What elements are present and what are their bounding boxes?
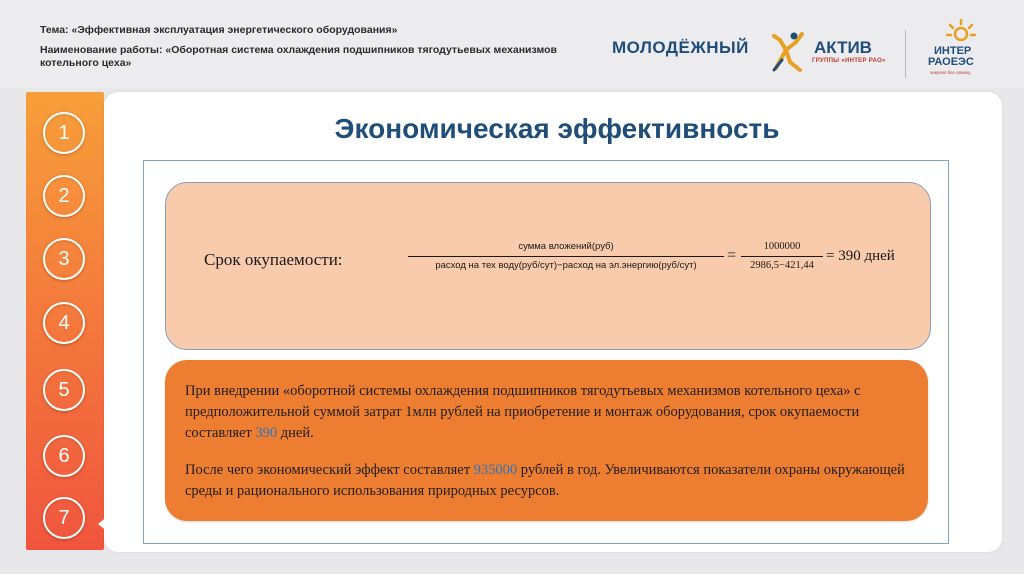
logo-subtitle: ГРУППЫ «ИНТЕР РАО» bbox=[812, 58, 886, 64]
runner-icon bbox=[768, 30, 808, 74]
nav-item-4[interactable]: 4 bbox=[43, 302, 85, 344]
payback-days-value: 390 bbox=[255, 425, 278, 441]
nav-item-2[interactable]: 2 bbox=[43, 175, 85, 217]
active-pointer bbox=[98, 506, 120, 542]
logo-inter-rao bbox=[924, 18, 1004, 80]
sun-icon bbox=[946, 18, 976, 46]
slide-title: Экономическая эффективность bbox=[334, 113, 780, 144]
fraction-1-bar bbox=[408, 256, 724, 257]
fraction-2-numerator: 1000000 bbox=[763, 241, 801, 252]
nav-item-5[interactable]: 5 bbox=[43, 369, 85, 411]
nav-item-3[interactable]: 3 bbox=[43, 238, 85, 280]
logo-molodezhny-aktiv bbox=[612, 34, 892, 74]
logo-ir-line-1: ИНТЕР bbox=[934, 45, 972, 57]
annual-effect-value: 935000 bbox=[473, 462, 518, 478]
fraction-1-denominator: расход на тех воду(руб/сут)−расход на эл.энергию(руб/сут) bbox=[435, 260, 697, 271]
header bbox=[0, 0, 1024, 88]
header-divider bbox=[905, 30, 906, 78]
fraction-2-bar bbox=[741, 256, 823, 257]
conclusion-paragraph-1 bbox=[185, 381, 905, 444]
logo-ir-line-2: РАОЕЭС bbox=[928, 56, 974, 68]
nav-item-1[interactable]: 1 bbox=[43, 112, 85, 154]
work-title: Наименование работы: «Оборотная система охлаждения подшипников тягодутьевых механизмов котельного цеха» bbox=[40, 44, 557, 69]
nav-item-7[interactable]: 7 bbox=[43, 497, 85, 539]
formula-fraction-2 bbox=[741, 240, 823, 273]
logo-word-1: МОЛОДЁЖНЫЙ bbox=[612, 38, 749, 57]
payback-label: Срок окупаемости: bbox=[204, 250, 343, 269]
p1-text-after: дней. bbox=[277, 425, 314, 441]
formula-result: = 390 дней bbox=[826, 248, 895, 264]
logo-ir-tagline: энергия без границ bbox=[930, 70, 971, 75]
formula-fraction-1 bbox=[408, 240, 724, 273]
logo-word-2: АКТИВ bbox=[814, 38, 872, 57]
conclusion-paragraph-2 bbox=[185, 460, 905, 502]
fraction-2-denominator: 2986,5−421,44 bbox=[750, 260, 814, 271]
equals-sign: = bbox=[727, 247, 737, 264]
slide-nav-bar bbox=[26, 92, 104, 550]
p2-text-after: рублей в год. Увеличиваются показатели охраны окружающей среды и рационального использования природных ресурсов. bbox=[185, 462, 905, 499]
p1-text-before: При внедрении «оборотной системы охлаждения подшипников тягодутьевых механизмов котельного цеха» с предположительной суммой затрат 1млн рублей на приобретение и монтаж оборудования, срок окупаемости составляет bbox=[185, 383, 861, 441]
fraction-1-numerator: сумма вложений(руб) bbox=[518, 241, 614, 252]
topic-text: Тема: «Эффективная эксплуатация энергетического оборудования» bbox=[40, 24, 398, 36]
p2-text-before: После чего экономический эффект составляет bbox=[185, 462, 474, 478]
nav-item-6[interactable]: 6 bbox=[43, 435, 85, 477]
